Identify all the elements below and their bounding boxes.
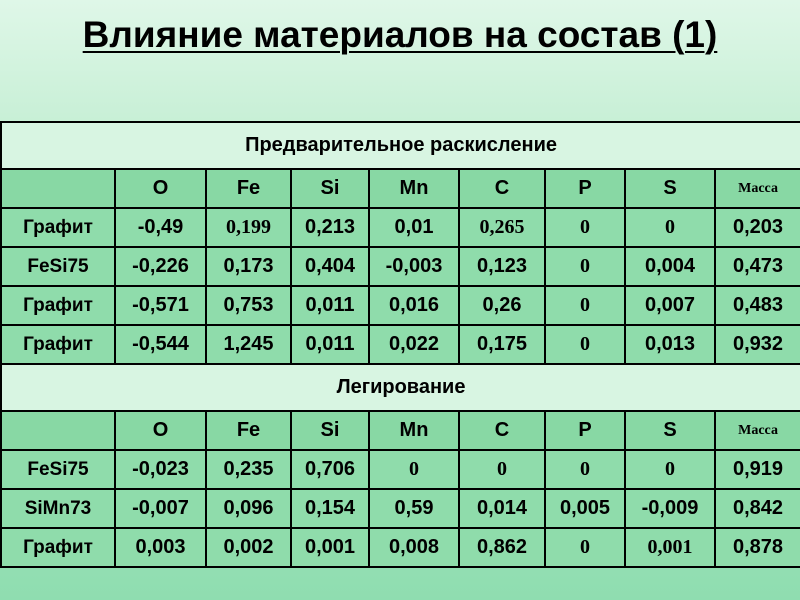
value-cell: 0,001: [625, 528, 715, 567]
value-cell: 0,01: [369, 208, 459, 247]
value-cell: 0: [545, 286, 625, 325]
value-cell: -0,023: [115, 450, 206, 489]
value-cell: 0,175: [459, 325, 545, 364]
value-cell: 0: [369, 450, 459, 489]
value-cell: 0,483: [715, 286, 800, 325]
material-name-cell: SiMn73: [1, 489, 115, 528]
value-cell: 0,011: [291, 286, 369, 325]
column-header: Fe: [206, 169, 291, 208]
value-cell: 0,59: [369, 489, 459, 528]
column-header: P: [545, 411, 625, 450]
value-cell: 0: [625, 450, 715, 489]
value-cell: -0,003: [369, 247, 459, 286]
value-cell: 0,842: [715, 489, 800, 528]
value-cell: 0,007: [625, 286, 715, 325]
value-cell: 0,096: [206, 489, 291, 528]
column-header: Si: [291, 411, 369, 450]
value-cell: 0,473: [715, 247, 800, 286]
section-heading-row: [1, 122, 800, 169]
value-cell: 0,001: [291, 528, 369, 567]
value-cell: 0,003: [115, 528, 206, 567]
value-cell: 0,154: [291, 489, 369, 528]
value-cell: 0,862: [459, 528, 545, 567]
value-cell: 0,919: [715, 450, 800, 489]
value-cell: 0,932: [715, 325, 800, 364]
material-name-cell: Графит: [1, 286, 115, 325]
value-cell: 0,014: [459, 489, 545, 528]
table-row: [1, 286, 800, 325]
value-cell: 0: [545, 450, 625, 489]
material-name-cell: FeSi75: [1, 247, 115, 286]
table-row: [1, 528, 800, 567]
value-cell: 0: [545, 325, 625, 364]
column-header: Масса: [715, 411, 800, 450]
value-cell: 0,004: [625, 247, 715, 286]
value-cell: -0,007: [115, 489, 206, 528]
column-header: Fe: [206, 411, 291, 450]
value-cell: 1,245: [206, 325, 291, 364]
material-name-cell: Графит: [1, 208, 115, 247]
column-header: O: [115, 411, 206, 450]
value-cell: 0,016: [369, 286, 459, 325]
value-cell: -0,571: [115, 286, 206, 325]
table-row: [1, 208, 800, 247]
value-cell: 0,005: [545, 489, 625, 528]
value-cell: -0,49: [115, 208, 206, 247]
table-row: [1, 247, 800, 286]
column-header: O: [115, 169, 206, 208]
section-heading: Легирование: [1, 364, 800, 411]
column-header: S: [625, 411, 715, 450]
value-cell: 0: [545, 247, 625, 286]
table-row: [1, 325, 800, 364]
column-header: C: [459, 169, 545, 208]
column-header-row: [1, 411, 800, 450]
value-cell: 0,235: [206, 450, 291, 489]
section-heading: Предварительное раскисление: [1, 122, 800, 169]
column-header: Mn: [369, 169, 459, 208]
column-header: Si: [291, 169, 369, 208]
value-cell: 0,002: [206, 528, 291, 567]
section-heading-row: [1, 364, 800, 411]
column-header: S: [625, 169, 715, 208]
value-cell: 0,753: [206, 286, 291, 325]
value-cell: -0,226: [115, 247, 206, 286]
value-cell: -0,009: [625, 489, 715, 528]
material-name-cell: FeSi75: [1, 450, 115, 489]
column-header-row: [1, 169, 800, 208]
column-header: [1, 169, 115, 208]
value-cell: 0,404: [291, 247, 369, 286]
composition-table: [0, 121, 800, 568]
value-cell: 0,26: [459, 286, 545, 325]
value-cell: -0,544: [115, 325, 206, 364]
value-cell: 0,011: [291, 325, 369, 364]
value-cell: 0: [459, 450, 545, 489]
table-row: [1, 450, 800, 489]
material-name-cell: Графит: [1, 528, 115, 567]
value-cell: 0,203: [715, 208, 800, 247]
page-title: Влияние материалов на состав (1): [82, 14, 718, 55]
value-cell: 0,265: [459, 208, 545, 247]
value-cell: 0,173: [206, 247, 291, 286]
value-cell: 0,022: [369, 325, 459, 364]
value-cell: 0,878: [715, 528, 800, 567]
table-row: [1, 489, 800, 528]
value-cell: 0,008: [369, 528, 459, 567]
column-header: Масса: [715, 169, 800, 208]
column-header: P: [545, 169, 625, 208]
column-header: C: [459, 411, 545, 450]
value-cell: 0,013: [625, 325, 715, 364]
value-cell: 0,199: [206, 208, 291, 247]
material-name-cell: Графит: [1, 325, 115, 364]
value-cell: 0,706: [291, 450, 369, 489]
value-cell: 0: [545, 208, 625, 247]
value-cell: 0,123: [459, 247, 545, 286]
value-cell: 0: [545, 528, 625, 567]
column-header: Mn: [369, 411, 459, 450]
column-header: [1, 411, 115, 450]
value-cell: 0: [625, 208, 715, 247]
value-cell: 0,213: [291, 208, 369, 247]
